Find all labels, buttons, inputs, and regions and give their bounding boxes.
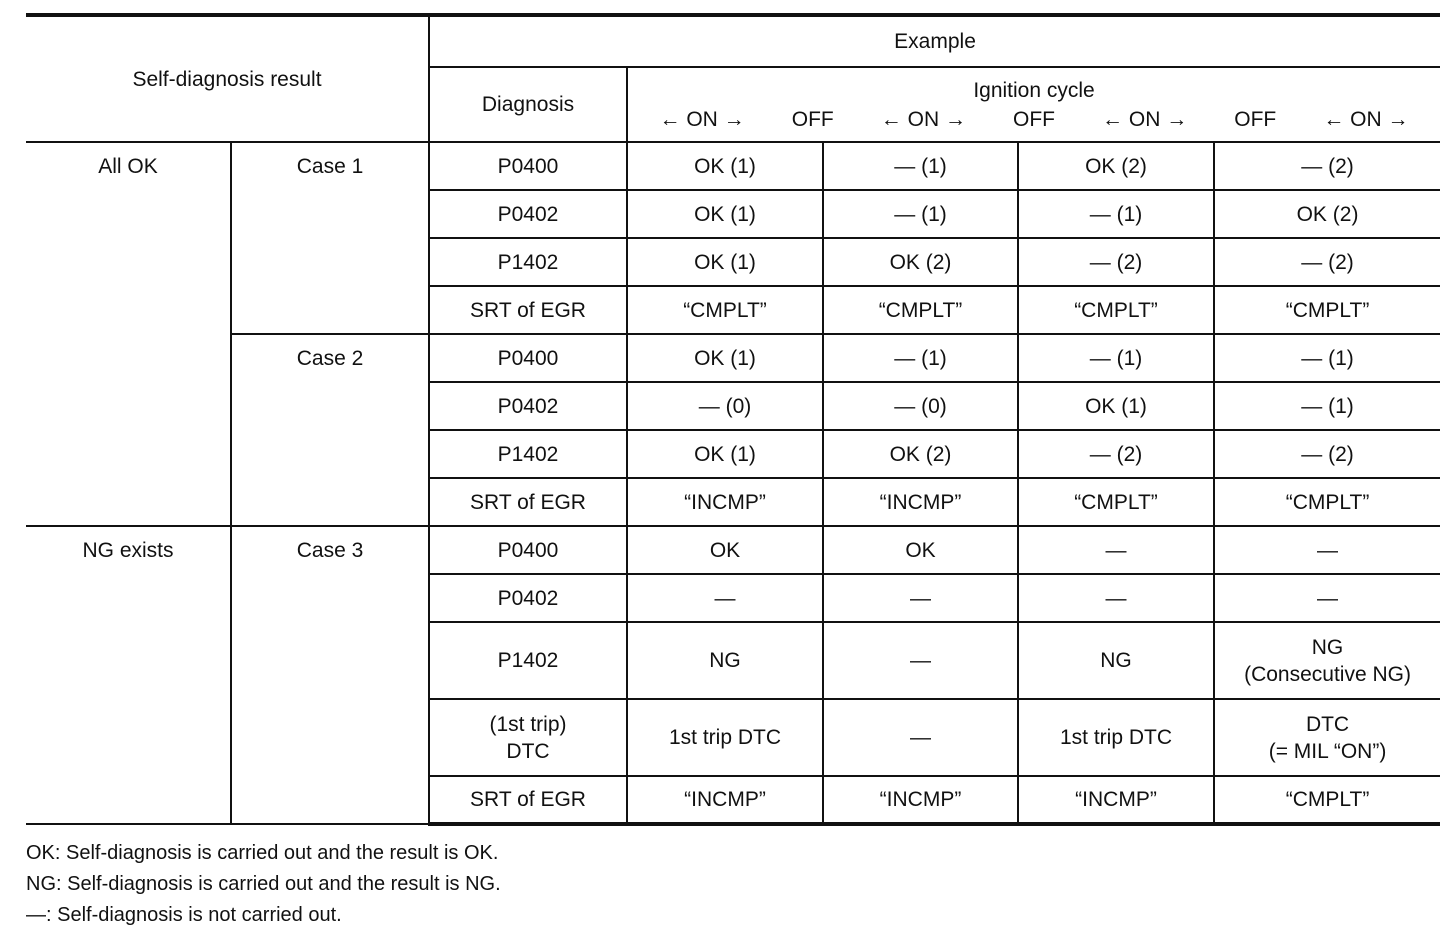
- table-cell: —: [823, 699, 1018, 776]
- case-3-label: Case 3: [231, 526, 429, 824]
- table-cell: NG (Consecutive NG): [1214, 622, 1440, 699]
- diagnosis-cell: P0400: [429, 334, 627, 382]
- ignition-cycle-sequence: [628, 106, 1440, 133]
- table-cell: OK (1): [627, 430, 823, 478]
- table-cell: —: [1214, 526, 1440, 574]
- table-cell: —: [1214, 574, 1440, 622]
- table-cell: “CMPLT”: [823, 286, 1018, 334]
- table-row: [26, 526, 1440, 574]
- self-diagnosis-table: [26, 13, 1440, 826]
- legend-item: OK: Self-diagnosis is carried out and the result is OK.: [26, 842, 499, 864]
- table-cell: — (1): [1018, 190, 1214, 238]
- table-cell: —: [823, 574, 1018, 622]
- table-row: [26, 142, 1440, 190]
- ignition-cycle-label: Ignition cycle: [973, 78, 1095, 102]
- legend-item: NG: Self-diagnosis is carried out and the result is NG.: [26, 873, 501, 895]
- table-cell: OK (1): [627, 238, 823, 286]
- table-cell: — (2): [1018, 430, 1214, 478]
- table-body: [26, 15, 1440, 824]
- diagnosis-cell: P0400: [429, 142, 627, 190]
- table-cell: — (2): [1214, 430, 1440, 478]
- ignition-cycle-header: [627, 67, 1440, 142]
- diagnosis-cell: P0400: [429, 526, 627, 574]
- diagnosis-header: Diagnosis: [429, 67, 627, 142]
- table-cell: —: [1018, 526, 1214, 574]
- cycle-label: ← ON →: [1323, 107, 1409, 131]
- table-cell: OK (1): [627, 334, 823, 382]
- table-cell: “CMPLT”: [1214, 776, 1440, 824]
- diagnosis-cell: P1402: [429, 430, 627, 478]
- table-cell: “CMPLT”: [1018, 286, 1214, 334]
- table-cell: “CMPLT”: [1214, 286, 1440, 334]
- example-header: Example: [429, 15, 1440, 67]
- table-cell: — (0): [627, 382, 823, 430]
- table-cell: “INCMP”: [823, 478, 1018, 526]
- diagnosis-cell: SRT of EGR: [429, 286, 627, 334]
- table-cell: NG: [1018, 622, 1214, 699]
- case-1-label: Case 1: [231, 142, 429, 334]
- table-cell: — (1): [1018, 334, 1214, 382]
- table-cell: —: [823, 622, 1018, 699]
- table-row: [26, 334, 1440, 382]
- table-cell: OK (2): [823, 238, 1018, 286]
- cycle-label: ← ON →: [659, 107, 745, 131]
- case-2-label: Case 2: [231, 334, 429, 526]
- table-cell: OK (2): [1018, 142, 1214, 190]
- diagnosis-cell: (1st trip) DTC: [429, 699, 627, 776]
- cycle-label: ← ON →: [1102, 107, 1188, 131]
- diagnosis-cell: P0402: [429, 190, 627, 238]
- table-cell: — (1): [823, 142, 1018, 190]
- cycle-label: OFF: [1013, 107, 1055, 131]
- table-cell: OK (2): [823, 430, 1018, 478]
- table-cell: NG: [627, 622, 823, 699]
- table-cell: “INCMP”: [627, 478, 823, 526]
- legend-item: —: Self-diagnosis is not carried out.: [26, 904, 342, 926]
- table-cell: OK (1): [627, 142, 823, 190]
- diagnosis-cell: SRT of EGR: [429, 776, 627, 824]
- table-cell: “INCMP”: [627, 776, 823, 824]
- group-all-ok: All OK: [26, 142, 231, 526]
- cycle-label: OFF: [791, 107, 834, 131]
- table-cell: “INCMP”: [1018, 776, 1214, 824]
- table-cell: OK (2): [1214, 190, 1440, 238]
- table-cell: DTC (= MIL “ON”): [1214, 699, 1440, 776]
- table-cell: “CMPLT”: [627, 286, 823, 334]
- table-cell: — (2): [1018, 238, 1214, 286]
- table-cell: OK (1): [1018, 382, 1214, 430]
- header-row-1: [26, 15, 1440, 67]
- table-cell: “INCMP”: [823, 776, 1018, 824]
- table-cell: — (1): [823, 190, 1018, 238]
- table-cell: — (1): [1214, 382, 1440, 430]
- table-cell: — (2): [1214, 142, 1440, 190]
- table-cell: — (0): [823, 382, 1018, 430]
- diagnosis-cell: P1402: [429, 238, 627, 286]
- table-cell: OK: [823, 526, 1018, 574]
- diagnosis-cell: P0402: [429, 574, 627, 622]
- table-cell: — (2): [1214, 238, 1440, 286]
- table-cell: — (1): [1214, 334, 1440, 382]
- table-cell: “CMPLT”: [1214, 478, 1440, 526]
- table-cell: —: [627, 574, 823, 622]
- table-cell: “CMPLT”: [1018, 478, 1214, 526]
- table-cell: —: [1018, 574, 1214, 622]
- diagnosis-cell: P0402: [429, 382, 627, 430]
- legend: [26, 838, 501, 931]
- table-cell: OK (1): [627, 190, 823, 238]
- diagnosis-cell: SRT of EGR: [429, 478, 627, 526]
- table-cell: 1st trip DTC: [627, 699, 823, 776]
- table-cell: — (1): [823, 334, 1018, 382]
- table-cell: OK: [627, 526, 823, 574]
- table-cell: 1st trip DTC: [1018, 699, 1214, 776]
- cycle-label: OFF: [1234, 107, 1277, 131]
- group-ng-exists: NG exists: [26, 526, 231, 824]
- cycle-label: ← ON →: [880, 107, 966, 131]
- diagnosis-cell: P1402: [429, 622, 627, 699]
- self-diagnosis-result-header: Self-diagnosis result: [26, 15, 429, 142]
